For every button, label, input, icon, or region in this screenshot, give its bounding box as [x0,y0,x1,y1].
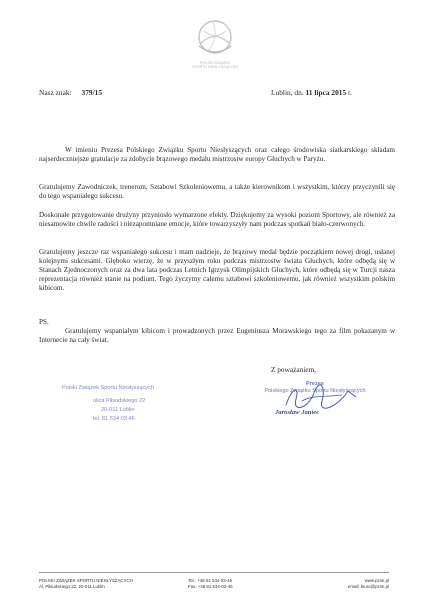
footer-contact [188,578,233,590]
closing-regards: Z poważaniem, [271,365,316,374]
reference-label: Nasz znak: [39,88,72,97]
footer-online [334,578,389,590]
stamp-org: Polski Związek Sportu Niesłyszących [62,385,155,391]
place-label: Lublin, dn. [271,88,304,97]
reference-line [39,88,102,97]
footer-fax: Fax: +48 81 534-03-46 [188,584,233,589]
paragraph-1: W imieniu Prezesa Polskiego Związku Sportu Niesłyszących oraz całego środowiska siatkarskiego składam najserdeczniejsze gratulacje za zdobycie brązowego medalu mistrzostw europy Głuchych w Paryżu. [39,146,395,163]
footer-email-link[interactable]: email: biuro@pzsn.pl [347,584,389,589]
logo-caption-1: POLSKI ZWIĄZEK [200,61,230,65]
footer-address [39,578,133,590]
stamp-street: ulica Piłsudskiego 22 [93,398,146,404]
postscript: Gratulujemy wspaniałym kibicom i prowadzonych przez Eugeniusza Morawskiego tego za film pokazanym w Internecie na cały świat. [39,327,395,344]
logo-caption-2: SPORTU NIESŁYSZĄCYCH [192,65,238,70]
stamp-city: 20-011 Lublin [101,407,135,413]
stamp-title: Prezes [305,381,325,387]
paragraph-2: Gratulujemy Zawodniczek, trenerom, Sztabowi Szkoleniowemu, a także kierownikom i wszystkim, którzy przyczynili się do tego wspaniałego sukcesu. [39,183,395,200]
stamp-phone: tel. 81 534 03 46 [93,416,135,422]
footer-street: Al. Piłsudskiego 22, 20-011 Lublin [39,584,105,589]
footer-website-link[interactable]: www.pzsn.pl [364,578,389,583]
stamp-org-name: Polskiego Związku Sportu Niesłyszących [264,388,366,394]
letter-date: 11 lipca 2015 [305,88,347,97]
footer-divider [39,572,389,573]
ball-logo-icon [190,16,240,60]
postscript-label: PS. [39,318,49,326]
date-line [271,88,352,97]
letterhead-logo [190,16,240,69]
date-suffix: r. [348,88,352,97]
paragraph-3: Doskonałe przygotowanie drużyny przyniosło wymarzone efekty. Dziękujemy za wysoki poziom Sportowy, ale również za niesamowite chwile radości i niezapomniane emocje, które towarzyszyły nam podczas spotkań biało-czerwonych. [39,211,395,228]
footer-org: POLSKI ZWIĄZEK SPORTU NIESŁYSZĄCYCH [39,578,133,583]
footer-tel: Tel.: +48 81 534-03-46 [188,578,233,583]
paragraph-4: Gratulujemy jeszcze raz wspaniałego sukcesu i mam nadzieje, że brązowy medal będzie początkiem nowej drogi, usłanej kolejnymi sukcesami. Głęboko wierzę, że w przyszłym roku podczas mistrzostw świata Głuchych, które odbędą się w Stanach Zjednoczonych oraz za dwa lata podczas Letnich Igrzysk Olimpijskich Głuchych, które odbędą się w Turcji nasza reprezentacja również stanie na podium. Tego życzymy całemu sztabowi szkoleniowemu, jak również wszystkim polskim kibicom. [39,248,395,292]
signatory-name: Jarosław Janiec [275,409,320,416]
reference-number: 379/15 [81,88,103,97]
